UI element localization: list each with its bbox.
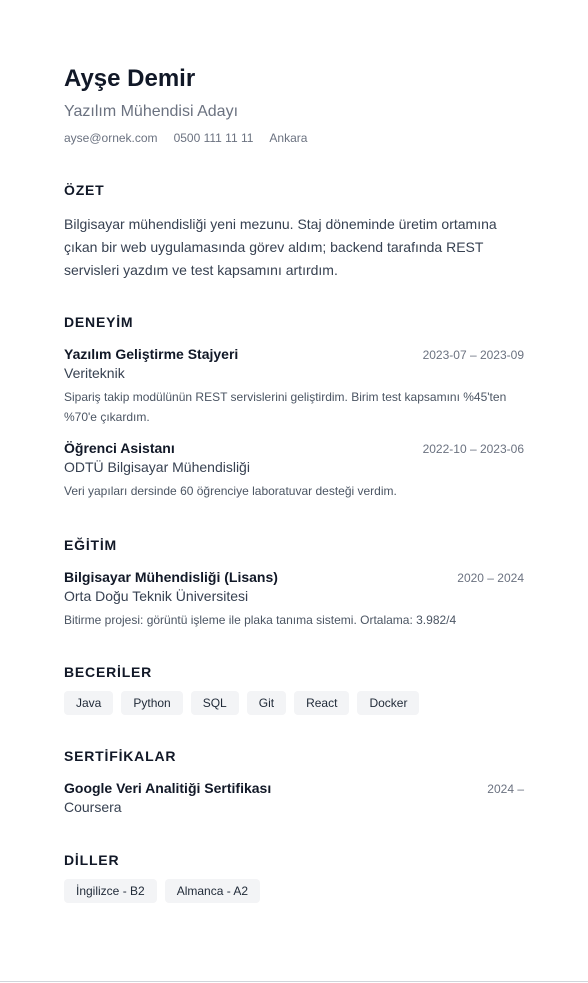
entry-title: Öğrenci Asistanı	[64, 440, 175, 456]
entry-desc: Bitirme projesi: görüntü işleme ile plaka tanıma sistemi. Ortalama: 3.982/4	[64, 613, 457, 627]
skill-chip: React	[294, 691, 349, 715]
certificates-section	[64, 747, 524, 817]
section-title-certificates: SERTİFİKALAR	[64, 748, 177, 764]
skill-chip: Git	[247, 691, 286, 715]
entry-date: 2023-07 – 2023-09	[422, 348, 524, 362]
candidate-role: Yazılım Mühendisi Adayı	[64, 103, 239, 120]
certificate-entry	[64, 779, 524, 817]
entry-org: ODTÜ Bilgisayar Mühendisliği	[64, 459, 250, 475]
candidate-name: Ayşe Demir	[64, 65, 196, 92]
experience-section	[64, 313, 524, 501]
skill-chip: Java	[64, 691, 113, 715]
entry-desc: Veri yapıları dersinde 60 öğrenciye laboratuvar desteği verdim.	[64, 484, 397, 498]
skill-chip: Docker	[357, 691, 419, 715]
section-title-summary: ÖZET	[64, 182, 105, 198]
education-entry	[64, 568, 524, 630]
summary-section	[64, 181, 524, 282]
section-title-education: EĞİTİM	[64, 537, 118, 553]
entry-title: Yazılım Geliştirme Stajyeri	[64, 346, 239, 362]
phone: 0500 111 11 11	[173, 131, 254, 145]
experience-entry	[64, 345, 524, 427]
entry-org: Orta Doğu Teknik Üniversitesi	[64, 588, 249, 604]
languages-section	[64, 851, 524, 903]
summary-text: Bilgisayar mühendisliği yeni mezunu. Staj döneminde üretim ortamına çıkan bir web uygulamasında görev aldım; backend tarafında REST servisleri yazdım ve test kapsamını artırdım.	[64, 216, 497, 278]
education-section	[64, 536, 524, 630]
entry-date: 2022-10 – 2023-06	[422, 442, 524, 456]
page-bottom-divider	[0, 981, 588, 982]
section-title-experience: DENEYİM	[64, 314, 134, 330]
city: Ankara	[269, 131, 308, 145]
skill-chip: SQL	[191, 691, 239, 715]
skill-chip: Python	[121, 691, 182, 715]
language-chip: Almanca - A2	[165, 879, 260, 903]
email: ayse@ornek.com	[64, 131, 158, 145]
languages-list	[64, 879, 524, 903]
entry-desc: Sipariş takip modülünün REST servislerini geliştirdim. Birim test kapsamını %45'ten %70'e çıkardım.	[64, 390, 507, 424]
skills-section	[64, 663, 524, 715]
entry-date: 2024 –	[487, 782, 524, 796]
header	[64, 63, 524, 146]
entry-title: Google Veri Analitiği Sertifikası	[64, 780, 272, 796]
skills-list	[64, 691, 524, 715]
language-chip: İngilizce - B2	[64, 879, 157, 903]
experience-entry	[64, 439, 524, 501]
entry-title: Bilgisayar Mühendisliği (Lisans)	[64, 569, 278, 585]
entry-date: 2020 – 2024	[457, 571, 524, 585]
contact-info	[64, 130, 524, 146]
entry-org: Veriteknik	[64, 365, 125, 381]
section-title-skills: BECERİLER	[64, 664, 153, 680]
section-title-languages: DİLLER	[64, 852, 120, 868]
entry-org: Coursera	[64, 799, 122, 815]
